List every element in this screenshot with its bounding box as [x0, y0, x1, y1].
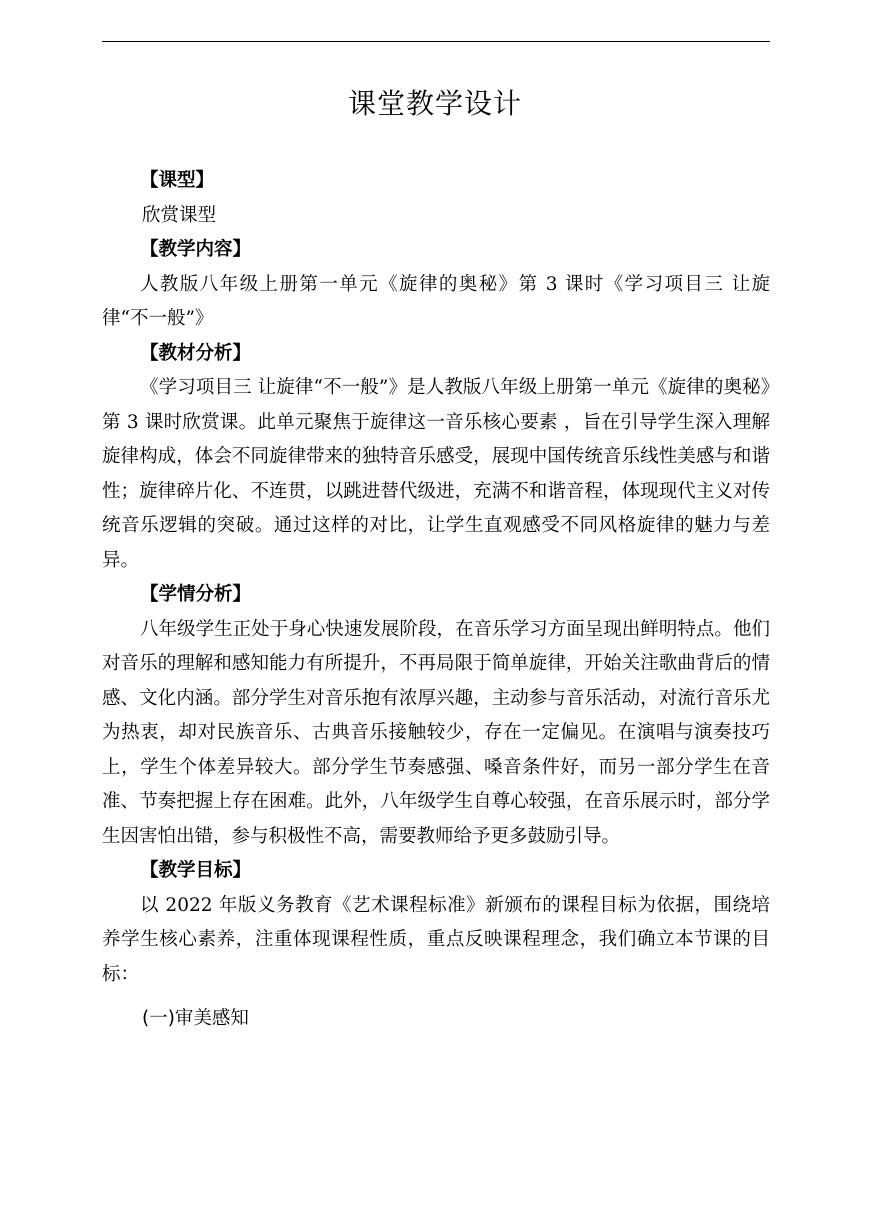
document-body	[102, 164, 770, 1037]
section-text-material-analysis: 《学习项目三 让旋律“不一般”》是人教版八年级上册第一单元《旋律的奥秘》第 3 课时欣赏课。此单元聚焦于旋律这一音乐核心要素 ，旨在引导学生深入理解旋律构成，体会不同旋律带来的独特音乐感受，展现中国传统音乐线性美感与和谐性；旋律碎片化、不连贯，以跳进替代级进，充满不和谐音程，体现现代主义对传统音乐逻辑的突破。通过这样的对比，让学生直观感受不同风格旋律的魅力与差异。	[102, 377, 770, 571]
section-heading-teaching-content: 【教学内容】	[140, 239, 252, 260]
section-heading-lesson-type: 【课型】	[140, 170, 215, 191]
header-rule	[102, 41, 770, 42]
section-text-teaching-goals: 以 2022 年版义务教育《艺术课程标准》新颁布的课程目标为依据，围绕培养学生核心素养，注重体现课程性质，重点反映课程理念，我们确立本节课的目标：	[102, 894, 770, 985]
section-text-teaching-content: 人教版八年级上册第一单元《旋律的奥秘》第 3 课时《学习项目三 让旋律“不一般”》	[102, 273, 770, 329]
document-title: 课堂教学设计	[347, 87, 522, 120]
section-heading-material-analysis: 【教材分析】	[140, 342, 252, 364]
section-text-student-analysis: 八年级学生正处于身心快速发展阶段，在音乐学习方面呈现出鲜明特点。他们对音乐的理解和感知能力有所提升，不再局限于简单旋律，开始关注歌曲背后的情感、文化内涵。部分学生对音乐抱有浓厚兴趣，主动参与音乐活动，对流行音乐尤为热衷，却对民族音乐、古典音乐接触较少，存在一定偏见。在演唱与演奏技巧上，学生个体差异较大。部分学生节奏感强、嗓音条件好，而另一部分学生在音准、节奏把握上存在困难。此外，八年级学生自尊心较强，在音乐展示时，部分学生因害怕出错，参与积极性不高，需要教师给予更多鼓励引导。	[102, 618, 770, 847]
subheading-aesthetic-perception: (一)审美感知	[142, 1008, 249, 1029]
section-heading-teaching-goals: 【教学目标】	[140, 860, 252, 881]
section-heading-student-analysis: 【学情分析】	[140, 584, 252, 605]
section-text-lesson-type: 欣赏课型	[142, 204, 217, 226]
